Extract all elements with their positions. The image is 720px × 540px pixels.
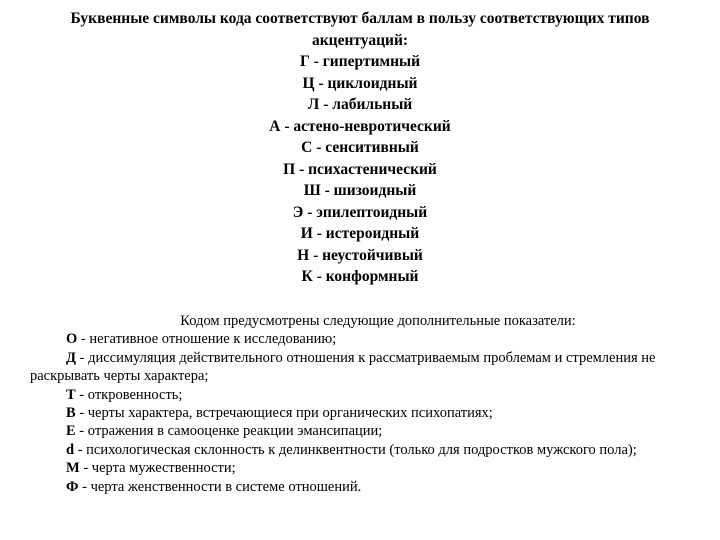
indicator-separator: - [75,405,88,422]
type-separator: - [314,74,328,92]
indicator-text: откровенность; [87,386,183,403]
indicator-text: отражения в самооценке реакции эмансипации; [87,423,383,440]
type-item [0,180,720,202]
indicator-letter: В [66,405,76,422]
indicator-letter: О [66,331,78,348]
type-name: конформный [325,268,419,285]
indicator-separator: - [74,441,87,458]
indicator-item [30,459,690,477]
indicator-letter: М [66,460,80,477]
type-separator: - [309,53,323,70]
indicator-separator: - [75,386,88,403]
type-name: неустойчивый [322,246,423,264]
indicator-item [30,441,690,459]
type-letter: Г [299,53,310,70]
type-letter: С [301,139,313,156]
indicator-separator: - [79,460,92,477]
type-separator: - [319,96,333,113]
type-name: лабильный [332,96,413,113]
type-letter: П [283,160,296,178]
indicator-letter: Д [66,349,76,366]
indicator-item [30,386,690,404]
type-item [0,51,720,73]
type-letter: Ш [303,182,321,199]
indicator-item [30,422,690,440]
type-separator: - [280,117,294,135]
type-item [0,73,720,95]
type-item [0,116,720,138]
type-name: шизоидный [333,182,417,199]
indicator-letter: d [66,441,75,458]
indicator-text: диссимуляция действительного отношения к рассматриваемым проблемам и стремления не раскрывать черты характера; [30,349,656,385]
indicator-item [30,478,690,496]
type-separator: - [312,268,326,285]
type-separator: - [312,139,326,156]
accentuation-codes-section [0,8,720,288]
type-letter: Н [297,246,310,264]
type-separator: - [295,160,309,178]
type-letter: Л [307,96,320,113]
type-name: астено-невротический [293,117,451,135]
type-letter: Ц [302,74,315,92]
indicator-letter: Е [66,423,76,440]
indicator-text: негативное отношение к исследованию; [89,331,337,348]
indicator-item [30,349,690,386]
type-letter: Э [292,203,304,221]
type-item [0,137,720,159]
accentuation-types-list [0,51,720,288]
indicator-separator: - [77,331,90,348]
type-name: сенситивный [325,139,419,156]
intro-text: Буквенные символы кода соответствуют баллам в пользу соответствующих типов акцентуаций: [70,10,650,49]
type-separator: - [312,225,326,242]
type-name: эпилептоидный [316,203,428,221]
indicator-separator: - [75,423,88,440]
type-separator: - [309,246,323,264]
type-separator: - [303,203,317,221]
type-item [0,94,720,116]
type-item [0,266,720,288]
indicator-text: черты характера, встречающиеся при органических психопатиях; [87,405,493,422]
type-item [0,245,720,267]
indicator-text: черта мужественности; [91,460,236,477]
type-letter: И [300,225,313,242]
type-name: психастенический [308,160,437,178]
type-name: истероидный [325,225,420,242]
type-letter: К [301,268,313,285]
indicator-text: психологическая склонность к делинквентности (только для подростков мужского пола); [86,441,637,458]
indicator-letter: Т [66,386,76,403]
type-letter: А [269,117,281,135]
type-item [0,223,720,245]
type-name: гипертимный [322,53,421,70]
indicators-heading: Кодом предусмотрены следующие дополнительные показатели: [180,313,576,329]
type-item [0,202,720,224]
type-name: циклоидный [327,74,418,92]
indicator-item [30,330,690,348]
indicator-item [30,404,690,422]
indicator-text: черта женственности в системе отношений. [90,478,362,495]
type-item [0,159,720,181]
indicator-letter: Ф [66,478,79,495]
indicator-separator: - [75,349,89,366]
additional-indicators-section [30,312,690,496]
indicators-list [30,330,690,496]
indicator-separator: - [78,478,91,495]
type-separator: - [320,182,334,199]
